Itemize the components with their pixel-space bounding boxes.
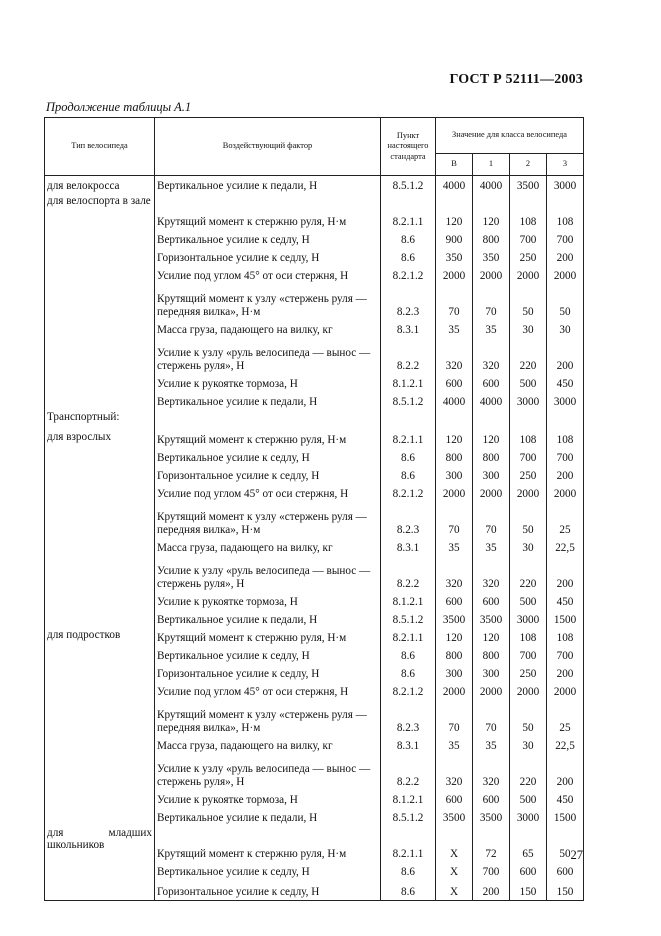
bicycle-type-cell <box>45 881 155 901</box>
value-cell: 300 <box>436 467 473 485</box>
clause-cell: 8.2.1.2 <box>381 485 436 503</box>
value-cell: 2000 <box>473 683 510 701</box>
value-cell: 600 <box>510 863 547 881</box>
value-cell: 800 <box>436 647 473 665</box>
value-cell: 50 <box>547 285 584 321</box>
table-caption: Продолжение таблицы А.1 <box>46 100 192 114</box>
table-row <box>45 411 584 431</box>
value-cell: 3000 <box>510 809 547 827</box>
clause-cell: 8.5.1.2 <box>381 611 436 629</box>
value-cell: 70 <box>473 503 510 539</box>
bicycle-type-cell <box>45 557 155 593</box>
value-cell: 3500 <box>473 611 510 629</box>
clause-cell: 8.5.1.2 <box>381 176 436 195</box>
clause-cell: 8.3.1 <box>381 737 436 755</box>
header-class: 1 <box>473 154 510 176</box>
clause-cell: 8.1.2.1 <box>381 375 436 393</box>
value-cell: 2000 <box>436 267 473 285</box>
table-row <box>45 827 584 863</box>
bicycle-type-cell <box>45 611 155 629</box>
value-cell: 900 <box>436 231 473 249</box>
value-cell: 70 <box>473 701 510 737</box>
value-cell: 300 <box>473 467 510 485</box>
bicycle-type-cell: Транспортный: <box>45 411 155 431</box>
factor-cell: Вертикальное усилие к седлу, Н <box>155 231 381 249</box>
table-row <box>45 449 584 467</box>
clause-cell: 8.1.2.1 <box>381 593 436 611</box>
clause-cell: 8.1.2.1 <box>381 791 436 809</box>
value-cell: 320 <box>473 339 510 375</box>
value-cell: 700 <box>547 647 584 665</box>
clause-cell: 8.2.2 <box>381 755 436 791</box>
bicycle-type-cell <box>45 339 155 375</box>
bicycle-type-cell <box>45 249 155 267</box>
value-cell: 320 <box>473 557 510 593</box>
value-cell: 2000 <box>510 485 547 503</box>
value-cell: 22,5 <box>547 737 584 755</box>
value-cell: 700 <box>510 449 547 467</box>
bicycle-type-cell <box>45 737 155 755</box>
factor-cell: Усилие к узлу «руль велосипеда — вынос — стержень руля», Н <box>155 755 381 791</box>
bicycle-type-cell: для велоспорта в зале <box>45 195 155 231</box>
factor-cell: Усилие к рукоятке тормоза, Н <box>155 593 381 611</box>
value-cell: 250 <box>510 665 547 683</box>
value-cell: 3000 <box>547 176 584 195</box>
value-cell: 108 <box>510 431 547 449</box>
bicycle-type-cell <box>45 593 155 611</box>
value-cell: 50 <box>510 285 547 321</box>
requirements-table <box>44 117 584 901</box>
table-row <box>45 755 584 791</box>
value-cell: 500 <box>510 593 547 611</box>
clause-cell: 8.3.1 <box>381 321 436 339</box>
factor-cell: Усилие к узлу «руль велосипеда — вынос — стержень руля», Н <box>155 339 381 375</box>
table-row <box>45 431 584 449</box>
value-cell: 2000 <box>510 267 547 285</box>
value-cell: 700 <box>473 863 510 881</box>
value-cell: 2000 <box>436 485 473 503</box>
table-row <box>45 321 584 339</box>
factor-cell: Вертикальное усилие к седлу, Н <box>155 863 381 881</box>
bicycle-type-cell: для младших школьников <box>45 827 155 863</box>
value-cell: 65 <box>510 827 547 863</box>
table-row <box>45 503 584 539</box>
clause-cell: 8.6 <box>381 449 436 467</box>
value-cell: 2000 <box>547 683 584 701</box>
clause-cell: 8.2.3 <box>381 701 436 737</box>
bicycle-type-cell <box>45 701 155 737</box>
clause-cell: 8.6 <box>381 231 436 249</box>
factor-cell: Масса груза, падающего на вилку, кг <box>155 321 381 339</box>
value-cell <box>436 411 473 431</box>
value-cell: 320 <box>436 557 473 593</box>
bicycle-type-cell <box>45 809 155 827</box>
clause-cell: 8.2.1.2 <box>381 683 436 701</box>
value-cell: 150 <box>547 881 584 901</box>
value-cell: 2000 <box>473 485 510 503</box>
value-cell: 120 <box>473 431 510 449</box>
value-cell: 120 <box>436 195 473 231</box>
value-cell: 800 <box>473 231 510 249</box>
clause-cell: 8.2.2 <box>381 557 436 593</box>
value-cell: 4000 <box>473 393 510 411</box>
value-cell: 108 <box>547 431 584 449</box>
value-cell: 4000 <box>473 176 510 195</box>
header-factor: Воздействующий фактор <box>155 118 381 176</box>
bicycle-type-cell <box>45 863 155 881</box>
table-row <box>45 267 584 285</box>
value-cell: 2000 <box>473 267 510 285</box>
factor-cell: Усилие под углом 45° от оси стержня, Н <box>155 683 381 701</box>
standard-code: ГОСТ Р 52111—2003 <box>449 72 583 87</box>
value-cell: 320 <box>473 755 510 791</box>
table-row <box>45 485 584 503</box>
clause-cell: 8.5.1.2 <box>381 393 436 411</box>
clause-cell: 8.2.1.1 <box>381 431 436 449</box>
bicycle-type-cell <box>45 449 155 467</box>
value-cell: 108 <box>547 195 584 231</box>
bicycle-type-cell: для взрослых <box>45 431 155 449</box>
table-row <box>45 176 584 195</box>
value-cell: 800 <box>473 647 510 665</box>
value-cell: 1500 <box>547 809 584 827</box>
value-cell: 4000 <box>436 176 473 195</box>
value-cell <box>473 411 510 431</box>
value-cell: 120 <box>473 195 510 231</box>
bicycle-type-cell <box>45 267 155 285</box>
clause-cell <box>381 411 436 431</box>
table-row <box>45 629 584 647</box>
value-cell: 1500 <box>547 611 584 629</box>
value-cell: 108 <box>547 629 584 647</box>
value-cell: 200 <box>547 755 584 791</box>
bicycle-type-cell <box>45 791 155 809</box>
factor-cell: Крутящий момент к стержню руля, Н·м <box>155 431 381 449</box>
value-cell: 50 <box>510 701 547 737</box>
value-cell: 220 <box>510 557 547 593</box>
bicycle-type-cell <box>45 285 155 321</box>
clause-cell: 8.6 <box>381 863 436 881</box>
value-cell: 600 <box>473 791 510 809</box>
clause-cell: 8.2.1.2 <box>381 267 436 285</box>
value-cell: 30 <box>510 321 547 339</box>
value-cell: 108 <box>510 629 547 647</box>
value-cell: 3500 <box>510 176 547 195</box>
factor-cell: Крутящий момент к узлу «стержень руля — передняя вилка», Н·м <box>155 285 381 321</box>
header-type: Тип велосипеда <box>45 118 155 176</box>
factor-cell: Вертикальное усилие к педали, Н <box>155 611 381 629</box>
clause-cell: 8.2.1.1 <box>381 195 436 231</box>
bicycle-type-cell: для подростков <box>45 629 155 647</box>
factor-cell: Вертикальное усилие к седлу, Н <box>155 449 381 467</box>
value-cell: 350 <box>436 249 473 267</box>
clause-cell: 8.6 <box>381 249 436 267</box>
value-cell: 35 <box>473 321 510 339</box>
clause-cell: 8.6 <box>381 467 436 485</box>
factor-cell: Крутящий момент к стержню руля, Н·м <box>155 629 381 647</box>
value-cell: 500 <box>510 375 547 393</box>
clause-cell: 8.6 <box>381 665 436 683</box>
value-cell: 50 <box>547 827 584 863</box>
value-cell: 35 <box>436 539 473 557</box>
clause-cell: 8.6 <box>381 647 436 665</box>
factor-cell: Вертикальное усилие к педали, Н <box>155 176 381 195</box>
value-cell: 108 <box>510 195 547 231</box>
clause-cell: 8.2.3 <box>381 285 436 321</box>
value-cell: 35 <box>473 539 510 557</box>
value-cell: 120 <box>436 431 473 449</box>
value-cell: 350 <box>473 249 510 267</box>
clause-cell: 8.2.3 <box>381 503 436 539</box>
factor-cell: Крутящий момент к стержню руля, Н·м <box>155 827 381 863</box>
factor-cell: Усилие под углом 45° от оси стержня, Н <box>155 485 381 503</box>
factor-cell: Масса груза, падающего на вилку, кг <box>155 539 381 557</box>
value-cell: 150 <box>510 881 547 901</box>
factor-cell: Масса груза, падающего на вилку, кг <box>155 737 381 755</box>
header-class: 3 <box>547 154 584 176</box>
value-cell: 120 <box>436 629 473 647</box>
value-cell: 2000 <box>436 683 473 701</box>
value-cell: 3000 <box>547 393 584 411</box>
table-row <box>45 809 584 827</box>
table-row <box>45 683 584 701</box>
value-cell: 600 <box>473 593 510 611</box>
value-cell: 3500 <box>436 611 473 629</box>
bicycle-type-cell <box>45 375 155 393</box>
value-cell: 3000 <box>510 611 547 629</box>
table-row <box>45 539 584 557</box>
table-row <box>45 231 584 249</box>
clause-cell: 8.2.2 <box>381 339 436 375</box>
table-row <box>45 593 584 611</box>
factor-cell: Горизонтальное усилие к седлу, Н <box>155 881 381 901</box>
clause-cell: 8.6 <box>381 881 436 901</box>
table-row <box>45 393 584 411</box>
bicycle-type-cell: для велокросса <box>45 176 155 195</box>
table-row <box>45 339 584 375</box>
clause-cell: 8.2.1.1 <box>381 629 436 647</box>
table-row <box>45 701 584 737</box>
bicycle-type-cell <box>45 665 155 683</box>
table-row <box>45 881 584 901</box>
bicycle-type-cell <box>45 467 155 485</box>
value-cell: 600 <box>436 375 473 393</box>
value-cell: 3500 <box>473 809 510 827</box>
value-cell: X <box>436 863 473 881</box>
value-cell: 300 <box>436 665 473 683</box>
header-class: 2 <box>510 154 547 176</box>
table-row <box>45 557 584 593</box>
factor-cell: Горизонтальное усилие к седлу, Н <box>155 249 381 267</box>
value-cell: 35 <box>436 737 473 755</box>
value-cell: 200 <box>547 665 584 683</box>
value-cell: 70 <box>473 285 510 321</box>
bicycle-type-cell <box>45 393 155 411</box>
value-cell: 35 <box>436 321 473 339</box>
table-row <box>45 375 584 393</box>
value-cell: 120 <box>473 629 510 647</box>
value-cell: 70 <box>436 701 473 737</box>
page-number: 27 <box>570 848 583 862</box>
value-cell: 600 <box>436 593 473 611</box>
value-cell: 500 <box>510 791 547 809</box>
value-cell: X <box>436 881 473 901</box>
table-row <box>45 195 584 231</box>
value-cell: 450 <box>547 375 584 393</box>
header-value-group: Значение для класса велосипеда <box>436 118 584 154</box>
table-row <box>45 611 584 629</box>
value-cell: 35 <box>473 737 510 755</box>
value-cell: 25 <box>547 701 584 737</box>
table-row <box>45 737 584 755</box>
bicycle-type-cell <box>45 647 155 665</box>
value-cell: 700 <box>547 449 584 467</box>
factor-cell <box>155 411 381 431</box>
table-row <box>45 647 584 665</box>
clause-cell: 8.5.1.2 <box>381 809 436 827</box>
clause-cell: 8.2.1.1 <box>381 827 436 863</box>
value-cell <box>510 411 547 431</box>
factor-cell: Вертикальное усилие к седлу, Н <box>155 647 381 665</box>
value-cell: 2000 <box>510 683 547 701</box>
value-cell: 320 <box>436 339 473 375</box>
value-cell: 30 <box>547 321 584 339</box>
value-cell: 70 <box>436 285 473 321</box>
table-row <box>45 665 584 683</box>
value-cell: 800 <box>473 449 510 467</box>
factor-cell: Горизонтальное усилие к седлу, Н <box>155 665 381 683</box>
value-cell: 2000 <box>547 485 584 503</box>
header-clause: Пункт настоящего стандарта <box>381 118 436 176</box>
value-cell: 700 <box>547 231 584 249</box>
value-cell: 50 <box>510 503 547 539</box>
value-cell: 300 <box>473 665 510 683</box>
value-cell <box>547 411 584 431</box>
value-cell: 3000 <box>510 393 547 411</box>
value-cell: 4000 <box>436 393 473 411</box>
table-row <box>45 467 584 485</box>
factor-cell: Усилие к рукоятке тормоза, Н <box>155 791 381 809</box>
value-cell: X <box>436 827 473 863</box>
bicycle-type-cell <box>45 231 155 249</box>
value-cell: 200 <box>547 249 584 267</box>
factor-cell: Крутящий момент к узлу «стержень руля — передняя вилка», Н·м <box>155 701 381 737</box>
bicycle-type-cell <box>45 539 155 557</box>
factor-cell: Усилие к узлу «руль велосипеда — вынос — стержень руля», Н <box>155 557 381 593</box>
value-cell: 200 <box>547 339 584 375</box>
factor-cell: Усилие к рукоятке тормоза, Н <box>155 375 381 393</box>
bicycle-type-cell <box>45 485 155 503</box>
clause-cell: 8.3.1 <box>381 539 436 557</box>
value-cell: 2000 <box>547 267 584 285</box>
factor-cell: Вертикальное усилие к педали, Н <box>155 809 381 827</box>
factor-cell: Усилие под углом 45° от оси стержня, Н <box>155 267 381 285</box>
table-row <box>45 791 584 809</box>
value-cell: 70 <box>436 503 473 539</box>
table-row <box>45 249 584 267</box>
value-cell: 800 <box>436 449 473 467</box>
value-cell: 200 <box>473 881 510 901</box>
value-cell: 700 <box>510 647 547 665</box>
value-cell: 600 <box>436 791 473 809</box>
value-cell: 220 <box>510 339 547 375</box>
table-row <box>45 285 584 321</box>
bicycle-type-cell <box>45 321 155 339</box>
factor-cell: Крутящий момент к узлу «стержень руля — передняя вилка», Н·м <box>155 503 381 539</box>
value-cell: 220 <box>510 755 547 791</box>
factor-cell: Крутящий момент к стержню руля, Н·м <box>155 195 381 231</box>
value-cell: 30 <box>510 737 547 755</box>
header-class: В <box>436 154 473 176</box>
value-cell: 30 <box>510 539 547 557</box>
value-cell: 450 <box>547 791 584 809</box>
value-cell: 600 <box>547 863 584 881</box>
value-cell: 72 <box>473 827 510 863</box>
factor-cell: Горизонтальное усилие к седлу, Н <box>155 467 381 485</box>
value-cell: 200 <box>547 557 584 593</box>
value-cell: 250 <box>510 249 547 267</box>
value-cell: 3500 <box>436 809 473 827</box>
value-cell: 200 <box>547 467 584 485</box>
table-row <box>45 863 584 881</box>
bicycle-type-cell <box>45 503 155 539</box>
value-cell: 25 <box>547 503 584 539</box>
factor-cell: Вертикальное усилие к педали, Н <box>155 393 381 411</box>
value-cell: 320 <box>436 755 473 791</box>
bicycle-type-cell <box>45 755 155 791</box>
value-cell: 22,5 <box>547 539 584 557</box>
value-cell: 600 <box>473 375 510 393</box>
bicycle-type-cell <box>45 683 155 701</box>
value-cell: 250 <box>510 467 547 485</box>
value-cell: 450 <box>547 593 584 611</box>
value-cell: 700 <box>510 231 547 249</box>
